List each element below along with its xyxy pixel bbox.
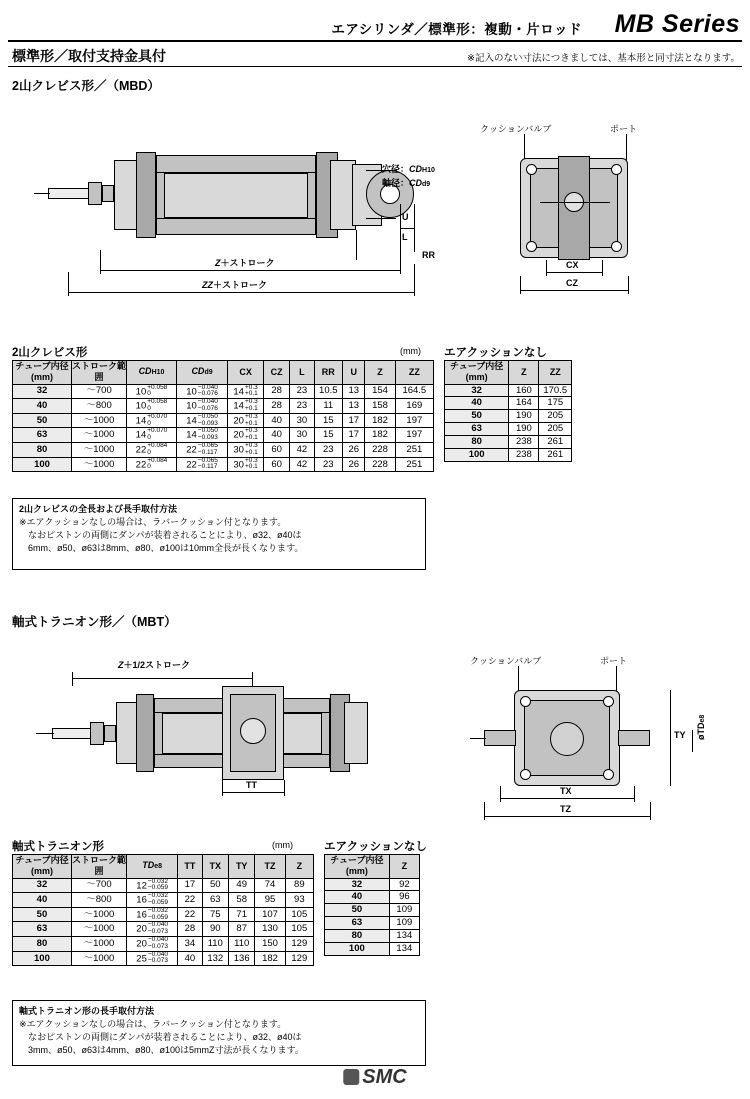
cell-zz: 205 [539,410,572,423]
cell-stroke: ～1000 [71,937,126,952]
cell-bore: 63 [445,423,509,436]
section-rule [8,66,742,67]
cell-z: 129 [285,951,313,966]
cell-l: 23 [290,399,314,414]
cell-z: 92 [389,878,419,891]
cell-z: 190 [509,410,539,423]
clevis-note-line-2: なおピストンの両側にダンパが装着されることにより、ø32、ø40は [19,530,302,541]
cell-z: 89 [285,878,313,893]
cell-bore: 40 [445,397,509,410]
table-row [13,384,434,399]
cell-rr: 15 [314,413,342,428]
cell-bore: 32 [445,384,509,397]
clevis-note-line-1: ※エアクッションなしの場合は、ラバークッション付となります。 [19,517,287,528]
cell-bore: 32 [13,384,72,399]
cell-u: 13 [343,384,365,399]
cell-bore: 80 [13,937,72,952]
cell-cx: 20 +0.3 +0.1 [228,413,264,428]
trunnion-end-drawing: クッションバルブ ポート TY øTDe8 TX TZ [470,636,740,816]
cell-td: 20 −0.040 −0.073 [126,922,177,937]
table-row [13,951,314,966]
clevis-nc-th-zz: ZZ [539,361,572,385]
cell-z: 228 [365,443,395,458]
cell-zz: 261 [539,436,572,449]
cell-tt: 34 [178,937,202,952]
table-row [445,410,572,423]
cell-u: 26 [343,457,365,472]
cell-td: 12 −0.032 −0.059 [126,878,177,893]
cell-ty: 49 [228,878,254,893]
cell-cz: 40 [264,428,290,443]
cell-cx: 20 +0.3 +0.1 [228,428,264,443]
clevis-th-cdd9: CDd9 [176,361,227,385]
cell-z: 238 [509,448,539,461]
cell-cz: 28 [264,399,290,414]
cell-stroke: ～1000 [71,951,126,966]
table-row [13,428,434,443]
cell-cx: 30 +0.3 +0.1 [228,457,264,472]
table-row [13,922,314,937]
cell-bore: 80 [325,930,390,943]
cell-bore: 40 [13,399,72,414]
clevis-table-caption: 2山クレビス形 [12,347,88,359]
smc-logo [343,1066,406,1089]
cell-z: 96 [389,891,419,904]
clevis-note-title: 2山クレビスの全長および長手取付方法 [19,504,178,514]
trunnion-table [12,854,314,966]
cell-zz: 251 [395,457,433,472]
cell-stroke: ～1000 [71,443,126,458]
cell-z: 182 [365,428,395,443]
cell-cz: 40 [264,413,290,428]
cell-ty: 87 [228,922,254,937]
cell-ty: 58 [228,893,254,908]
cell-stroke: ～1000 [71,457,126,472]
cell-z: 190 [509,423,539,436]
cell-stroke: ～800 [71,893,126,908]
cell-z: 158 [365,399,395,414]
cell-l: 30 [290,413,314,428]
cell-cdd9: 10 −0.040 −0.076 [176,384,227,399]
trunnion-th-tz: TZ [255,855,285,879]
cell-tz: 107 [255,907,285,922]
cell-z: 109 [389,917,419,930]
trunnion-note-title: 軸式トラニオン形の長手取付方法 [19,1006,155,1016]
cell-bore: 100 [325,942,390,955]
cell-tt: 22 [178,893,202,908]
clevis-note-line-3: 6mm、ø50、ø63は8mm、ø80、ø100は10mm全長が長くなります。 [19,543,304,554]
clevis-end-drawing: クッションバルブ ポート CX CZ [480,100,730,315]
cell-l: 42 [290,443,314,458]
trunnion-note-line-2: なおピストンの両側にダンパが装着されることにより、ø32、ø40は [19,1032,302,1043]
trunnion-th-z: Z [285,855,313,879]
cell-cdh10: 14 +0.070 0 [127,413,177,428]
cell-bore: 40 [325,891,390,904]
cell-bore: 80 [13,443,72,458]
cell-zz: 164.5 [395,384,433,399]
cell-bore: 63 [13,428,72,443]
cell-z: 238 [509,436,539,449]
table-row [325,942,420,955]
cell-zz: 205 [539,423,572,436]
clevis-table-unit: (mm) [400,346,421,356]
cell-tx: 110 [202,937,228,952]
clevis-nocushion-caption: エアクッションなし [444,347,547,359]
cell-tx: 132 [202,951,228,966]
cell-stroke: ～700 [71,878,126,893]
trunnion-nc-th-z: Z [389,855,419,879]
table-row [325,904,420,917]
cell-z: 160 [509,384,539,397]
cell-z: 109 [389,904,419,917]
cell-z: 154 [365,384,395,399]
cell-tt: 40 [178,951,202,966]
cell-z: 182 [365,413,395,428]
table-row [13,399,434,414]
trunnion-heading: 軸式トラニオン形／（MBT） [12,615,177,629]
clevis-table [12,360,434,472]
cell-z: 105 [285,922,313,937]
table-row [13,878,314,893]
cell-stroke: ～800 [71,399,126,414]
cell-tz: 130 [255,922,285,937]
cell-bore: 50 [13,413,72,428]
cell-cdh10: 22 +0.084 0 [127,457,177,472]
cell-tt: 28 [178,922,202,937]
clevis-th-cx: CX [228,361,264,385]
cell-bore: 63 [325,917,390,930]
cell-bore: 32 [13,878,72,893]
cell-cdd9: 22 −0.065 −0.117 [176,443,227,458]
cell-bore: 63 [13,922,72,937]
cell-cz: 60 [264,443,290,458]
trunnion-side-drawing: Z＋1/2ストローク TT [30,636,450,816]
clevis-nc-header-row [445,361,572,385]
trunnion-th-tt: TT [178,855,202,879]
cell-td: 20 −0.040 −0.073 [126,937,177,952]
clevis-th-u: U [343,361,365,385]
cell-tx: 63 [202,893,228,908]
clevis-th-stroke: ストローク範囲 [72,361,127,383]
cell-cdh10: 22 +0.084 0 [127,443,177,458]
header-series-title: MB Series [614,10,740,38]
cell-z: 134 [389,942,419,955]
cell-tz: 150 [255,937,285,952]
cell-z: 105 [285,907,313,922]
table-row [445,436,572,449]
cell-rr: 15 [314,428,342,443]
table-row [13,413,434,428]
cell-l: 23 [290,384,314,399]
clevis-th-bore: チューブ内径(mm) [13,361,72,385]
cell-bore: 50 [325,904,390,917]
section-note: ※記入のない寸法につきましては、基本形と同寸法となります。 [466,53,740,64]
trunnion-table-header-row [13,855,314,879]
cell-cx: 14 +0.3 +0.1 [228,384,264,399]
cell-cx: 14 +0.3 +0.1 [228,399,264,414]
cell-zz: 169 [395,399,433,414]
table-row [445,448,572,461]
trunnion-th-ty: TY [228,855,254,879]
cell-zz: 197 [395,413,433,428]
cell-cdd9: 14 −0.050 −0.093 [176,428,227,443]
cell-u: 17 [343,428,365,443]
cell-cdh10: 10 +0.058 0 [127,384,177,399]
cell-td: 25 −0.040 −0.073 [126,951,177,966]
table-row [325,878,420,891]
cell-ty: 110 [228,937,254,952]
cell-z: 134 [389,930,419,943]
clevis-nocushion-table [444,360,572,462]
cell-bore: 100 [13,951,72,966]
cell-zz: 261 [539,448,572,461]
cell-bore: 80 [445,436,509,449]
smc-logo-mark [343,1069,359,1085]
cell-tx: 75 [202,907,228,922]
table-row [325,917,420,930]
clevis-table-header-row [13,361,434,385]
clevis-nc-th-bore: チューブ内径(mm) [445,361,509,385]
table-row [13,907,314,922]
trunnion-note-box [12,1000,426,1066]
cell-tt: 17 [178,878,202,893]
cell-cz: 28 [264,384,290,399]
table-row [13,937,314,952]
cell-u: 26 [343,443,365,458]
cell-cz: 60 [264,457,290,472]
cell-z: 164 [509,397,539,410]
cell-rr: 11 [314,399,342,414]
cell-z: 93 [285,893,313,908]
clevis-th-zz: ZZ [395,361,433,385]
clevis-th-rr: RR [314,361,342,385]
cell-stroke: ～700 [71,384,126,399]
table-row [13,443,434,458]
cell-rr: 23 [314,457,342,472]
table-row [445,384,572,397]
cell-stroke: ～1000 [71,907,126,922]
cell-stroke: ～1000 [71,413,126,428]
cell-zz: 170.5 [539,384,572,397]
cell-z: 129 [285,937,313,952]
cell-tz: 74 [255,878,285,893]
trunnion-table-unit: (mm) [272,840,293,850]
header-rule [8,40,742,42]
cell-cdd9: 14 −0.050 −0.093 [176,413,227,428]
cell-u: 17 [343,413,365,428]
clevis-note-box [12,498,426,570]
cell-rr: 23 [314,443,342,458]
trunnion-nocushion-caption: エアクッションなし [324,841,427,853]
header-jp-title: エアシリンダ／標準形：複動・片ロッド [331,22,582,37]
cell-z: 228 [365,457,395,472]
trunnion-note-line-3: 3mm、ø50、ø63は4mm、ø80、ø100は5mmZ寸法が長くなります。 [19,1045,304,1056]
cell-zz: 197 [395,428,433,443]
trunnion-th-td: TDe8 [126,855,177,879]
cell-bore: 50 [13,907,72,922]
trunnion-th-bore: チューブ内径(mm) [13,855,72,879]
cell-bore: 50 [445,410,509,423]
trunnion-nc-th-bore: チューブ内径(mm) [325,855,390,879]
clevis-side-drawing: 穴径：CDH10 軸径：CDd9 U L RR Z＋ストローク ZZ＋ストローク [30,100,450,315]
table-row [13,457,434,472]
cell-cdd9: 10 −0.040 −0.076 [176,399,227,414]
cell-bore: 32 [325,878,390,891]
cell-td: 16 −0.032 −0.059 [126,893,177,908]
cell-rr: 10.5 [314,384,342,399]
cell-bore: 100 [445,448,509,461]
cell-u: 13 [343,399,365,414]
page-header [0,8,750,44]
cell-ty: 136 [228,951,254,966]
cell-tx: 50 [202,878,228,893]
cell-cx: 30 +0.3 +0.1 [228,443,264,458]
table-row [445,423,572,436]
cell-bore: 40 [13,893,72,908]
table-row [13,893,314,908]
clevis-th-z: Z [365,361,395,385]
table-row [325,891,420,904]
cell-stroke: ～1000 [71,922,126,937]
clevis-nc-th-z: Z [509,361,539,385]
cell-l: 42 [290,457,314,472]
clevis-th-l: L [290,361,314,385]
trunnion-th-stroke: ストローク範囲 [71,855,126,877]
trunnion-nc-header-row [325,855,420,879]
cell-tx: 90 [202,922,228,937]
trunnion-note-line-1: ※エアクッションなしの場合は、ラバークッション付となります。 [19,1019,287,1030]
trunnion-th-tx: TX [202,855,228,879]
cell-tt: 22 [178,907,202,922]
clevis-heading: 2山クレビス形／（MBD） [12,79,160,93]
clevis-th-cz: CZ [264,361,290,385]
clevis-th-cdh10: CDH10 [127,361,177,385]
cell-stroke: ～1000 [71,428,126,443]
smc-logo-text: SMC [362,1066,407,1088]
table-row [325,930,420,943]
table-row [445,397,572,410]
cell-tz: 182 [255,951,285,966]
cell-cdd9: 22 −0.065 −0.117 [176,457,227,472]
cell-l: 30 [290,428,314,443]
cell-td: 16 −0.032 −0.059 [126,907,177,922]
cell-tz: 95 [255,893,285,908]
section-title: 標準形／取付支持金具付 [12,48,166,64]
trunnion-nocushion-table [324,854,420,956]
cell-cdh10: 14 +0.070 0 [127,428,177,443]
cell-bore: 100 [13,457,72,472]
cell-zz: 175 [539,397,572,410]
cell-ty: 71 [228,907,254,922]
trunnion-table-caption: 軸式トラニオン形 [12,841,104,853]
cell-cdh10: 10 +0.058 0 [127,399,177,414]
cell-zz: 251 [395,443,433,458]
